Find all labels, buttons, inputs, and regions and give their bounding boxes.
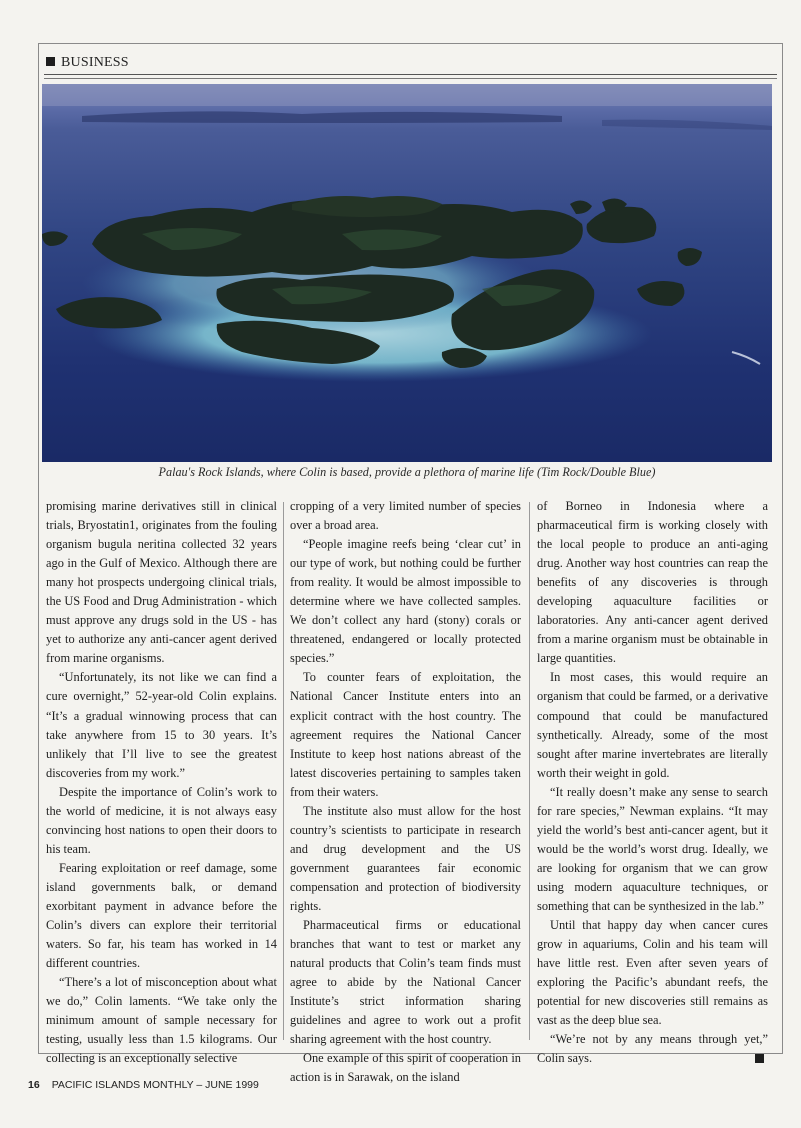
paragraph: To counter fears of exploitation, the National Cancer Institute enters into an explicit contract with the host country. The agreement requires the National Cancer Institute to keep host nations abreast of the latest discoveries pertaining to samples taken from their waters. [290, 670, 521, 799]
paragraph: “It really doesn’t make any sense to search for rare species,” Newman explains. “It may yield the world’s best anti-cancer agent, but it would be the world’s worst drug. Ideally, we are looking for organism that we can grow using modern aquaculture techniques, or something that can be synthesized in the lab.” [537, 784, 768, 913]
paragraph: “People imagine reefs being ‘clear cut’ in our type of work, but nothing could be further from reality. It would be almost impossible to determine where we have collected samples. We don’t collect any hard (stony) corals or threatened, endangered or locally protected species.” [290, 537, 521, 666]
end-mark-icon [755, 1054, 764, 1063]
paragraph: of Borneo in Indonesia where a pharmaceutical firm is working closely with the local people to produce an anti-aging drug. Another way host countries can reap the benefits of any discoveries is through developing aquaculture facilities or laboratories. Any anti-cancer agent derived from a marine organism must be obtainable in large quantities. [537, 499, 768, 666]
photo-caption: Palau's Rock Islands, where Colin is based, provide a plethora of marine life (Tim Rock/Double Blue) [158, 465, 656, 479]
header-rule-secondary [44, 78, 777, 79]
column-divider [529, 502, 530, 1040]
paragraph: Fearing exploitation or reef damage, some island governments balk, or demand exorbitant payment in advance before the Colin’s divers can explore their territorial waters. So far, his team has worked in 14 different countries. [46, 860, 277, 971]
paragraph-text: “We’re not by any means through yet,” Colin says. [537, 1032, 768, 1066]
paragraph: Pharmaceutical firms or educational branches that want to test or market any natural products that Colin’s team finds must agree to abide by the National Cancer Institute’s strict information sharing guidelines and agree to work out a profit sharing agreement with the host country. [290, 918, 521, 1047]
section-header [46, 55, 129, 71]
paragraph: Until that happy day when cancer cures grow in aquariums, Colin and his team will have little rest. Even after seven years of exploring the Pacific’s abundant reefs, the potential for new discoveries still remains as vast as the deep blue sea. [537, 918, 768, 1028]
paragraph: Despite the importance of Colin’s work to the world of medicine, it is not always easy convincing host nations to open their doors to his team. [46, 784, 277, 856]
paragraph: “There’s a lot of misconception about what we do,” Colin laments. “We take only the minimum amount of sample necessary for testing, usually less than 1.5 kilograms. Our collecting is an exceptionally selective [46, 975, 277, 1066]
column-divider [283, 502, 284, 1040]
text-column-3 [537, 497, 768, 1068]
text-column-2 [290, 497, 521, 1087]
header-rule [44, 74, 777, 75]
paragraph: In most cases, this would require an organism that could be farmed, or a derivative compound that could be manufactured synthetically. Already, some of the most sought after marine invertebrates are literally worth their weight in gold. [537, 670, 768, 780]
paragraph: The institute also must allow for the host country’s scientists to participate in research and drug development and the US government guarantees fair economic compensation and protection of biodiversity rights. [290, 803, 521, 913]
publication-line: PACIFIC ISLANDS MONTHLY – JUNE 1999 [51, 1079, 259, 1091]
rock-islands-photo [42, 84, 772, 462]
closing-paragraph [537, 1030, 768, 1068]
section-title: BUSINESS [61, 55, 129, 70]
page-number: 16 [28, 1079, 40, 1091]
paragraph: One example of this spirit of cooperation in action is in Sarawak, on the island [290, 1051, 521, 1085]
paragraph: promising marine derivatives still in clinical trials, Bryostatin1, originates from the fouling organism bugula neritina collected 32 years ago in the Gulf of Mexico. Although there are many hot prospects undergoing clinical trials, the US Food and Drug Administration - which must approve any drugs sold in the US - has yet to authorize any anti-cancer agent derived from marine organisms. [46, 499, 277, 666]
page-footer [28, 1079, 259, 1091]
paragraph: “Unfortunately, its not like we can find a cure overnight,” 52-year-old Colin explains. “It’s a gradual winnowing process that can take anywhere from 15 to 30 years. It’s unlikely that I’ll live to see the greatest discoveries from my work.” [46, 670, 277, 780]
paragraph: cropping of a very limited number of species over a broad area. [290, 499, 521, 533]
section-square-icon [46, 57, 55, 66]
text-column-1 [46, 497, 277, 1068]
